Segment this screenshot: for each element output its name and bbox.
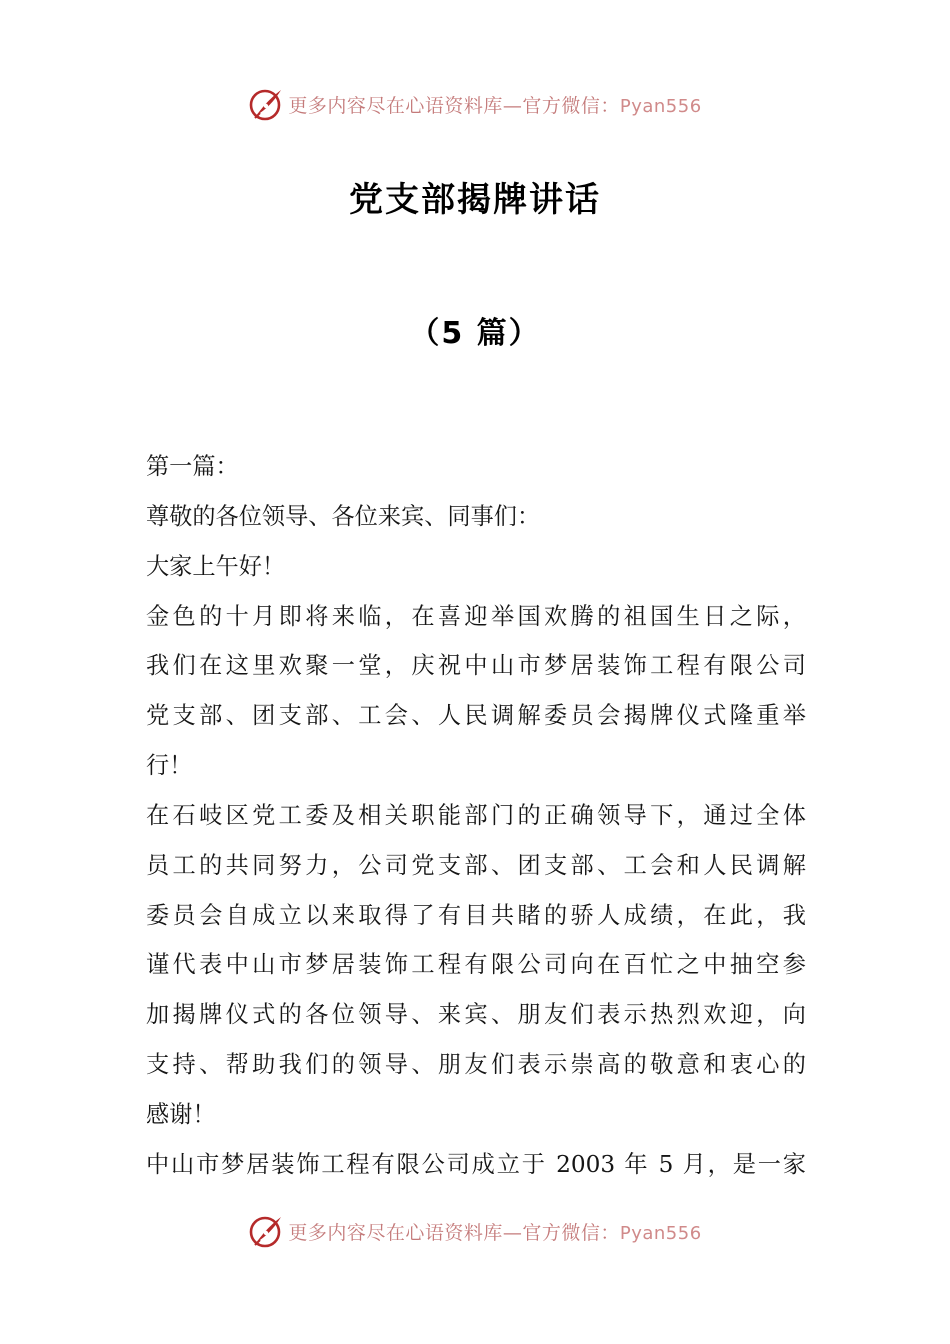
body-line-14: 感谢！	[146, 1100, 216, 1128]
body-line-12: 加揭牌仪式的各位领导、来宾、朋友们表示热烈欢迎，向	[146, 1001, 806, 1029]
footer-banner-text: 更多内容尽在心语资料库—官方微信：Pyan556	[288, 1221, 702, 1244]
body-line-7: 行！	[146, 752, 193, 780]
body-line-10: 委员会自成立以来取得了有目共睹的骄人成绩，在此，我	[146, 901, 806, 929]
body-line-4: 金色的十月即将来临，在喜迎举国欢腾的祖国生日之际，	[146, 602, 806, 630]
document-body	[146, 442, 806, 1190]
body-line-13: 支持、帮助我们的领导、朋友们表示崇高的敬意和衷心的	[146, 1051, 806, 1079]
quill-logo-icon	[248, 1213, 284, 1249]
body-line-11: 谨代表中山市梦居装饰工程有限公司向在百忙之中抽空参	[146, 951, 806, 979]
body-line-9: 员工的共同努力，公司党支部、团支部、工会和人民调解	[146, 851, 806, 879]
body-line-3: 大家上午好！	[146, 552, 286, 580]
quill-logo-icon	[248, 86, 284, 122]
body-line-15: 中山市梦居装饰工程有限公司成立于 2003 年 5 月，是一家	[146, 1150, 806, 1178]
header-banner-text: 更多内容尽在心语资料库—官方微信：Pyan556	[288, 94, 702, 117]
document-subtitle: （5 篇）	[409, 316, 541, 351]
body-line-1: 第一篇：	[146, 453, 239, 480]
body-line-8: 在石岐区党工委及相关职能部门的正确领导下，通过全体	[146, 801, 806, 829]
footer-banner-account: Pyan556	[619, 1222, 702, 1244]
document-title: 党支部揭牌讲话	[349, 180, 601, 220]
body-line-2: 尊敬的各位领导、各位来宾、同事们：	[146, 502, 541, 530]
header-banner	[0, 84, 950, 124]
header-banner-account: Pyan556	[619, 95, 702, 117]
footer-banner	[0, 1211, 950, 1251]
body-line-5: 我们在这里欢聚一堂，庆祝中山市梦居装饰工程有限公司	[146, 652, 806, 680]
body-line-6: 党支部、团支部、工会、人民调解委员会揭牌仪式隆重举	[146, 702, 806, 730]
